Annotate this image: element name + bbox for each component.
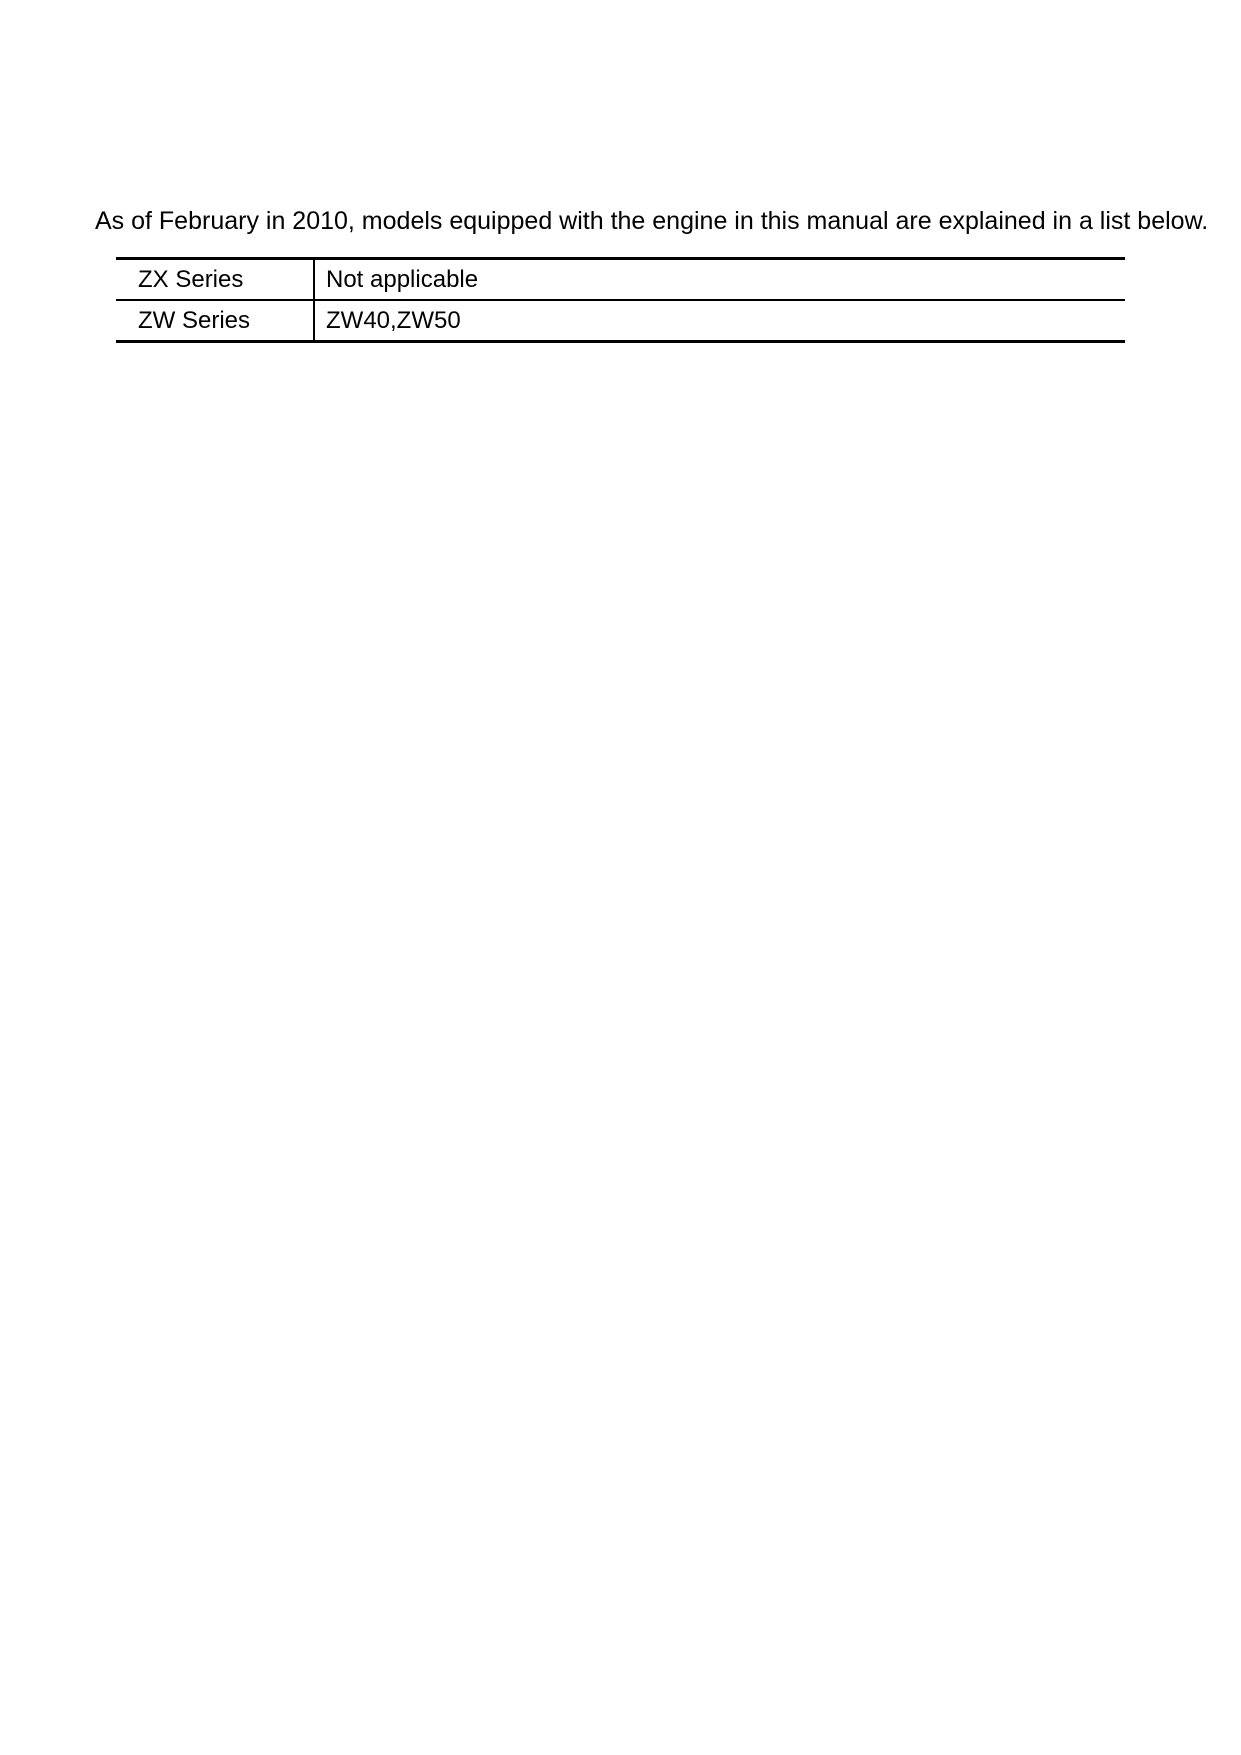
series-cell: ZX Series [116,260,315,299]
models-table [116,257,1125,343]
table-row [116,299,1125,340]
intro-text: As of February in 2010, models equipped with the engine in this manual are explained in a list below. [95,207,1209,235]
series-cell: ZW Series [116,301,315,340]
models-cell: ZW40,ZW50 [326,306,461,334]
table-row [116,260,1125,299]
models-cell: Not applicable [326,265,479,293]
